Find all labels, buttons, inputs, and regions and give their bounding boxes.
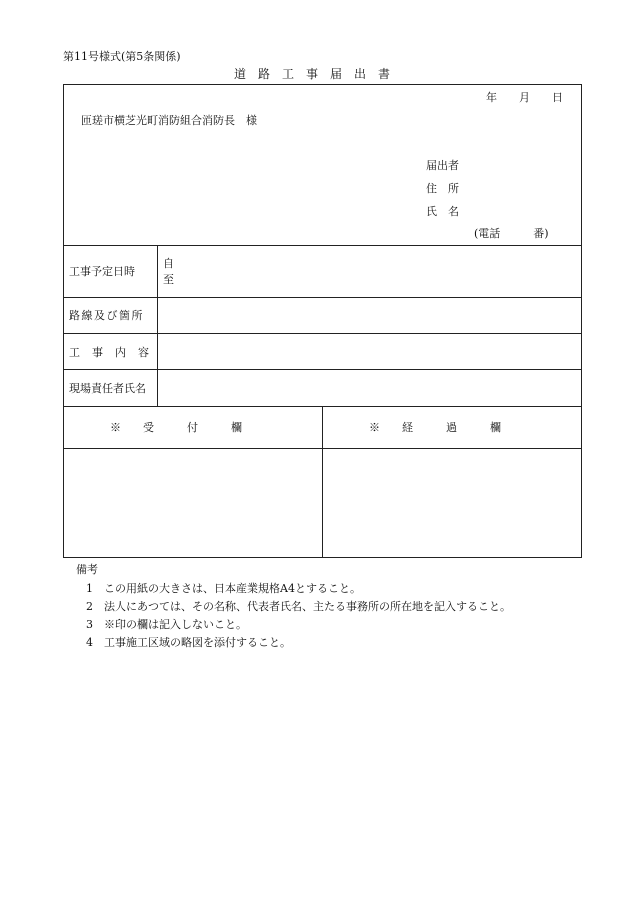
reception-label: ※ 受 付 欄 bbox=[110, 421, 242, 434]
notes-heading: 備考 bbox=[76, 563, 98, 576]
note-item: 2 法人にあつては、その名称、代表者氏名、主たる事務所の所在地を記入すること。 bbox=[86, 600, 511, 613]
addressee: 匝瑳市横芝光町消防組合消防長 様 bbox=[81, 114, 257, 127]
schedule-label: 工事予定日時 bbox=[69, 265, 135, 278]
divider-schedule bbox=[63, 297, 582, 298]
note-item: 4 工事施工区域の略図を添付すること。 bbox=[86, 636, 291, 649]
from-label: 自 bbox=[163, 257, 174, 270]
address-label: 住 所 bbox=[426, 182, 459, 195]
form-number: 第11号様式(第5条関係) bbox=[63, 50, 181, 63]
route-label: 路線及び箇所 bbox=[69, 309, 144, 322]
manager-label: 現場責任者氏名 bbox=[69, 382, 146, 395]
divider-route bbox=[63, 333, 582, 334]
phone-line: (電話 番) bbox=[474, 227, 549, 240]
note-item: 3 ※印の欄は記入しないこと。 bbox=[86, 618, 247, 631]
divider-content bbox=[63, 369, 582, 370]
bottom-column-divider bbox=[322, 406, 323, 558]
name-label: 氏 名 bbox=[426, 205, 459, 218]
date-line: 年 月 日 bbox=[486, 91, 563, 104]
divider-header bbox=[63, 245, 582, 246]
content-label: 工事内容 bbox=[69, 346, 161, 359]
page-title: 道 路 工 事 届 出 書 bbox=[234, 67, 391, 81]
progress-label: ※ 経 過 欄 bbox=[369, 421, 501, 434]
label-column-divider bbox=[157, 245, 158, 406]
note-item: 1 この用紙の大きさは、日本産業規格A4とすること。 bbox=[86, 582, 361, 595]
to-label: 至 bbox=[163, 273, 174, 286]
applicant-label: 届出者 bbox=[426, 159, 459, 172]
